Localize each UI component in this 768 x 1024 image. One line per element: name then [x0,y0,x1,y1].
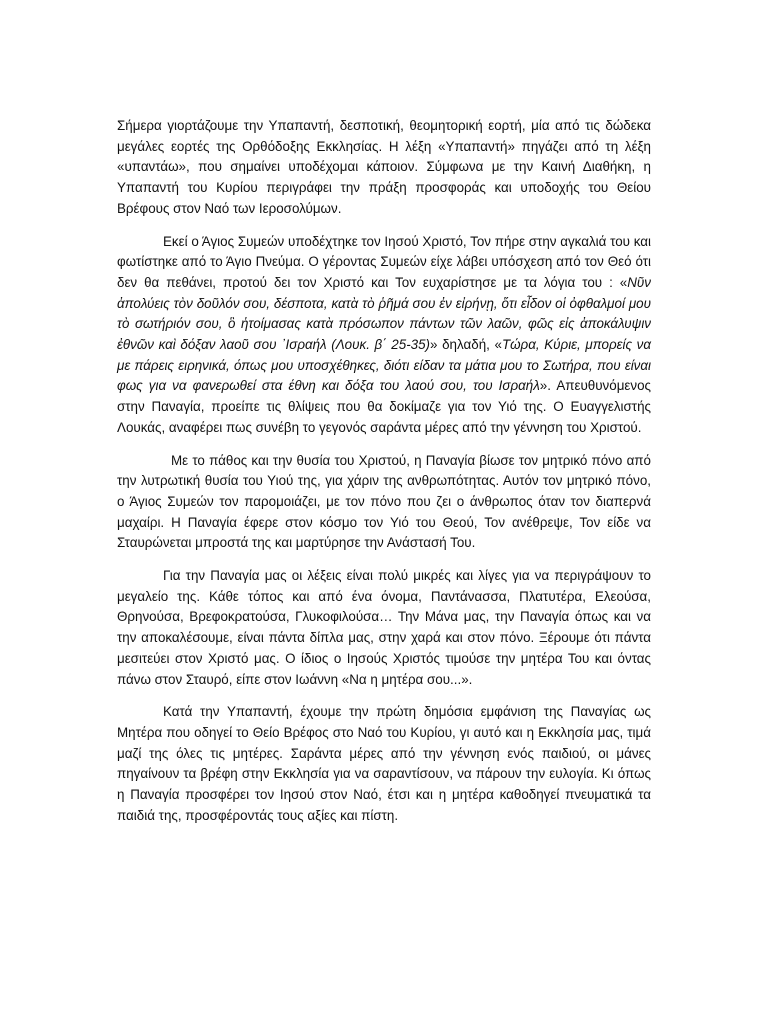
quote-greek-original: Νῦν ἀπολύεις τὸν δοῦλόν σου, δέσποτα, κατὰ τὸ ῥῆμά σου ἐν εἰρήνῃ, ὅτι εἶδον οἱ ὀφθαλμοί μου τὸ σωτήριόν σου, ὃ ἡτοίμασας κατὰ πρόσωπον πάντων τῶν λαῶν, φῶς εἰς ἀποκάλυψιν ἐθνῶν καὶ δόξαν λαοῦ σου ᾿Ισραήλ (Λουκ. β΄ 25-35) [117,274,651,353]
quote-modern-greek: Τώρα, Κύριε, μπορείς να με πάρεις ειρηνικά, όπως μου υποσχέθηκες, διότι είδαν τα μάτια μου το Σωτήρα, που είναι φως για να φανερωθεί στα έθνη και δόξα του λαού σου, του Ισραήλ [117,337,651,394]
paragraph-symeon-text-1: Εκεί ο Άγιος Συμεών υποδέχτηκε τον Ιησού Χριστό, Τον πήρε στην αγκαλιά του και φωτίστηκε από το Άγιο Πνεύμα. Ο γέροντας Συμεών είχε λάβει υπόσχεση από τον Θεό ότι δεν θα πεθάνει, προτού δει τον Χριστό και Τον ευχαρίστησε με τα λόγια του : « [117,233,651,290]
paragraph-symeon [117,232,651,439]
paragraph-passion: Με το πάθος και την θυσία του Χριστού, η Παναγία βίωσε τον μητρικό πόνο από την λυτρωτική θυσία του Υιού της, για χάριν της ανθρωπότητας. Αυτόν τον μητρικό πόνο, ο Άγιος Συμεών τον παρομοιάζει, με τον πόνο που ζει ο άνθρωπος όταν τον διαπερνά μαχαίρι. Η Παναγία έφερε στον κόσμο τον Υιό του Θεού, Τον ανέθρεψε, Τον είδε να Σταυρώνεται μπροστά της και μαρτύρησε την Ανάστασή Του. [117,452,651,551]
paragraph-symeon-text-3: ». Απευθυνόμενος στην Παναγία, προείπε τις θλίψεις που θα δοκίμαζε για τον Υιό της. Ο Ευαγγελιστής Λουκάς, αναφέρει πως συνέβη το γεγονός σαράντα μέρες από την γέννηση του Χριστού. [117,378,651,435]
paragraph-names: Για την Παναγία μας οι λέξεις είναι πολύ μικρές και λίγες για να περιγράψουν το μεγαλείο της. Κάθε τόπος και από ένα όνομα, Παντάνασσα, Πλατυτέρα, Ελεούσα, Θρηνούσα, Βρεφοκρατούσα, Γλυκοφιλούσα… Την Μάνα μας, την Παναγία όπως και να την αποκαλέσουμε, είναι πάντα δίπλα μας, στην χαρά και στον πόνο. Ξέρουμε ότι πάντα μεσιτεύει στον Χριστό μας. Ο ίδιος ο Ιησούς Χριστός τιμούσε την μητέρα Του και όντας πάνω στον Σταυρό, είπε στον Ιωάννη «Να η μητέρα σου...». [117,568,651,687]
paragraph-symeon-text-2: » δηλαδή, « [430,337,502,353]
paragraph-intro: Σήμερα γιορτάζουμε την Υπαπαντή, δεσποτική, θεομητορική εορτή, μία από τις δώδεκα μεγάλες εορτές της Ορθόδοξης Εκκλησίας. Η λέξη «Υπαπαντή» πηγάζει από τη λέξη «υπαντάω», που σημαίνει υποδέχομαι κάποιον. Σύμφωνα με την Καινή Διαθήκη, η Υπαπαντή του Κυρίου περιγράφει την πράξη προσφοράς και υποδοχής του Θείου Βρέφους στον Ναό των Ιεροσολύμων. [117,118,651,216]
paragraph-presentation: Κατά την Υπαπαντή, έχουμε την πρώτη δημόσια εμφάνιση της Παναγίας ως Μητέρα που οδηγεί το Θείο Βρέφος στο Ναό του Κυρίου, γι αυτό και η Εκκλησία μας, τιμά μαζί της όλες τις μητέρες. Σαράντα μέρες από την γέννηση ενός παιδιού, οι μάνες πηγαίνουν τα βρέφη στην Εκκλησία για να σαραντίσουν, να πάρουν την ευλογία. Κι όπως η Παναγία προσφέρει τον Ιησού στον Ναό, έτσι και η μητέρα καθοδηγεί πνευματικά τα παιδιά της, προσφέροντάς τους αξίες και πίστη. [117,704,651,823]
